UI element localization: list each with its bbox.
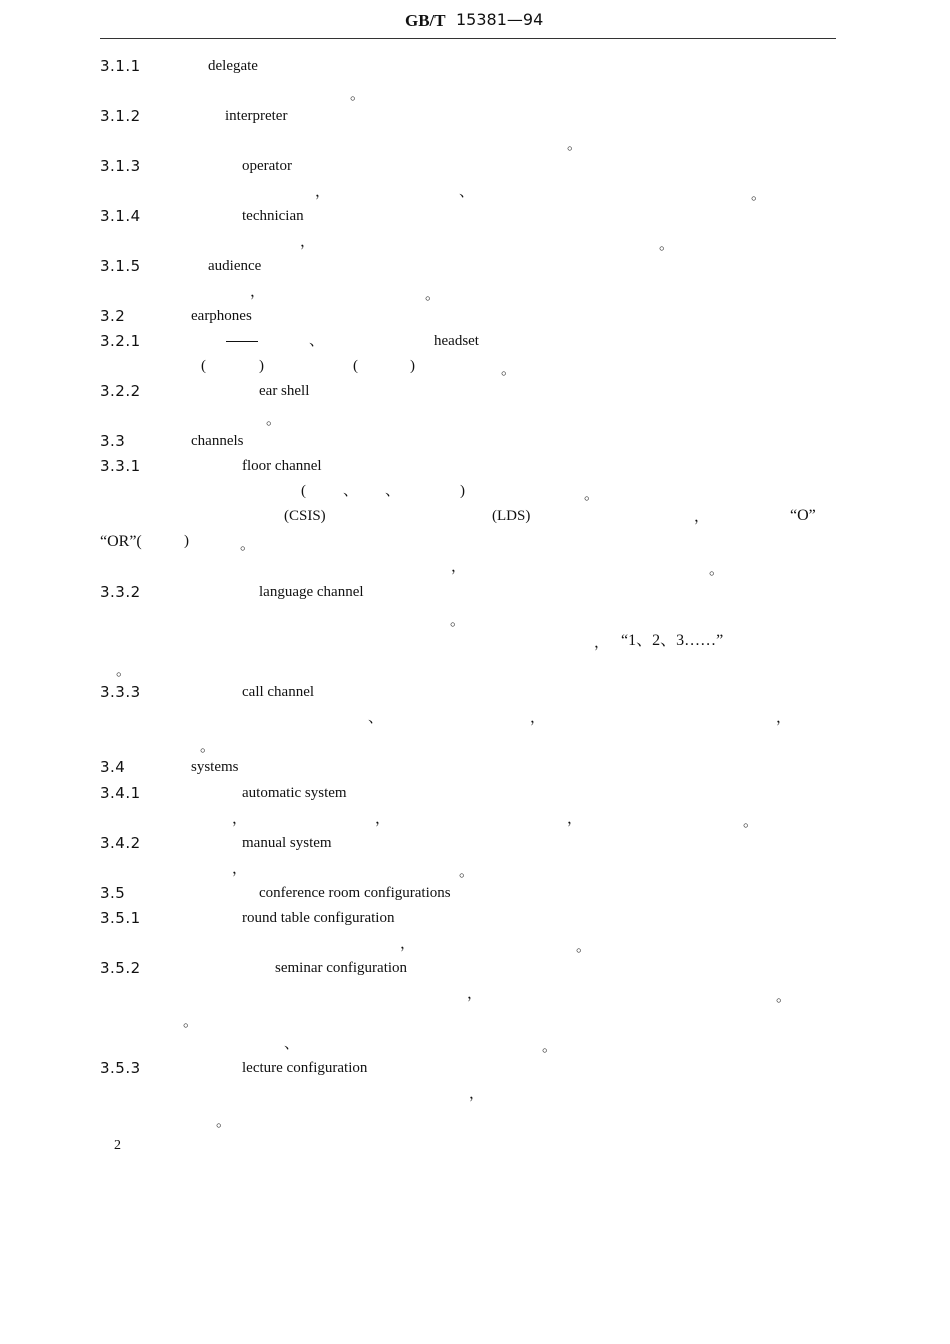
punct-comma: ， [451,559,467,575]
punct-comma: ， [594,635,610,651]
clause-term: floor channel [242,458,322,474]
punct-comma: ， [300,234,316,250]
clause-term: seminar configuration [275,960,408,976]
punct-period: 。 [584,487,600,503]
header-standard-number: 15381—94 [456,10,544,29]
punct-period: 。 [425,287,441,303]
quote-o: “O” [790,507,816,524]
clause-number: 3.3.3 [100,683,141,701]
clause-term: earphones [191,308,252,324]
header-standard-code: GB/T [405,11,446,30]
clause-number: 3.3.1 [100,457,141,475]
clause-number: 3.1.5 [100,257,141,275]
punct-period: 。 [659,237,675,253]
punct-period: 。 [751,187,767,203]
clause-term: delegate [208,58,258,74]
clause-number: 3.1.4 [100,207,141,225]
paren-open: ( [301,483,306,499]
punct-comma: ， [250,284,266,300]
sequence-quote: “1、2、3……” [621,632,724,649]
punct-period: 。 [350,87,366,103]
punct-period: 。 [116,663,132,679]
clause-term: language channel [259,584,364,600]
punct-enum-comma: 、 [368,710,384,726]
punct-period: 。 [459,864,475,880]
abbr-csis: (CSIS) [284,508,326,524]
punct-enum-comma: 、 [309,333,325,349]
clause-number: 3.5 [100,884,126,902]
clause-term: audience [208,258,262,274]
clause-term: channels [191,433,244,449]
punct-enum-comma: 、 [385,483,401,499]
clause-number: 3.3.2 [100,583,141,601]
clause-number: 3.2.1 [100,332,141,350]
paren-close: ) [460,483,465,499]
clause-term: headset [434,333,479,349]
clause-term: ear shell [259,383,310,399]
header-rule [100,38,836,39]
paren-open: ( [353,358,358,374]
clause-number: 3.1.1 [100,57,141,75]
clause-term: operator [242,158,292,174]
punct-period: 。 [709,562,725,578]
page-number: 2 [114,1138,121,1153]
punct-period: 。 [183,1014,199,1030]
em-dash [226,341,258,342]
clause-number: 3.2.2 [100,382,141,400]
punct-period: 。 [266,412,282,428]
clause-term: call channel [242,684,315,700]
clause-number: 3.5.2 [100,959,141,977]
punct-period: 。 [216,1114,232,1130]
punct-enum-comma: 、 [284,1036,300,1052]
punct-period: 。 [542,1039,558,1055]
punct-comma: ， [530,710,546,726]
clause-term: lecture configuration [242,1060,368,1076]
paren-close: ) [184,533,189,549]
clause-number: 3.1.3 [100,157,141,175]
clause-number: 3.1.2 [100,107,141,125]
punct-comma: ， [694,509,710,525]
abbr-lds: (LDS) [492,508,531,524]
punct-comma: ， [400,936,416,952]
punct-enum-comma: 、 [459,184,475,200]
clause-number: 3.3 [100,432,126,450]
clause-number: 3.4 [100,758,126,776]
punct-period: 。 [776,989,792,1005]
paren-close: ) [259,358,264,374]
punct-comma: ， [567,811,583,827]
clause-term: round table configuration [242,910,395,926]
punct-period: 。 [743,814,759,830]
punct-comma: ， [467,986,483,1002]
clause-number: 3.5.1 [100,909,141,927]
punct-period: 。 [450,613,466,629]
paren-close: ) [410,358,415,374]
punct-comma: ， [375,811,391,827]
punct-comma: ， [469,1086,485,1102]
punct-period: 。 [501,362,517,378]
clause-number: 3.5.3 [100,1059,141,1077]
clause-term: systems [191,759,239,775]
clause-number: 3.4.1 [100,784,141,802]
punct-comma: ， [232,861,248,877]
clause-number: 3.2 [100,307,126,325]
clause-term: automatic system [242,785,347,801]
paren-open: ( [201,358,206,374]
clause-term: manual system [242,835,332,851]
punct-period: 。 [567,137,583,153]
clause-term: conference room configurations [259,885,451,901]
punct-period: 。 [576,939,592,955]
punct-comma: ， [315,184,331,200]
quote-or: “OR”( [100,533,142,550]
clause-number: 3.4.2 [100,834,141,852]
punct-enum-comma: 、 [343,483,359,499]
punct-comma: ， [776,710,792,726]
clause-term: technician [242,208,304,224]
punct-period: 。 [200,739,216,755]
clause-term: interpreter [225,108,288,124]
punct-comma: ， [232,811,248,827]
punct-period: 。 [240,537,256,553]
